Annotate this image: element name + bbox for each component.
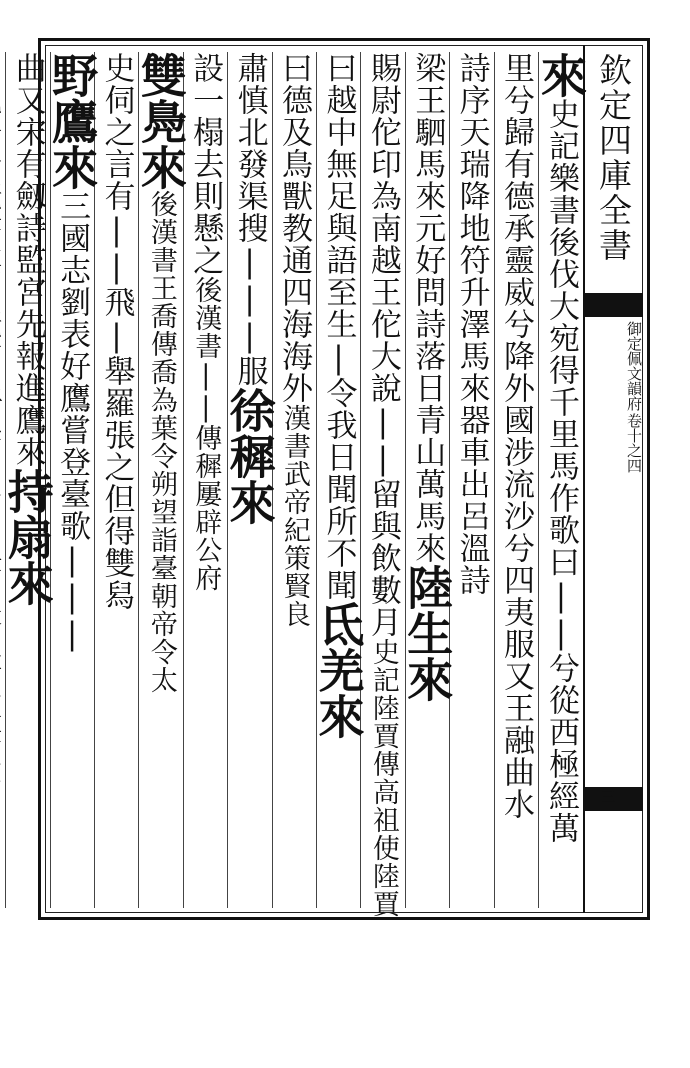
entry-heading: 來 xyxy=(534,52,588,98)
entry-text: 曰德及鳥獸教通四海海外 xyxy=(276,52,313,404)
column-2 xyxy=(495,52,539,908)
text-columns xyxy=(0,52,588,918)
entry-text: 設一榻去則懸之 xyxy=(187,52,224,276)
column-7 xyxy=(273,52,317,908)
entry-text: 三國志劉表好鷹嘗登臺歌||| xyxy=(54,190,91,653)
entry-note: 後漢書||傳穉屢辟公府 xyxy=(190,276,222,592)
entry-heading: 持扇來 xyxy=(0,468,55,606)
entry-heading: 雙鳧來 xyxy=(133,52,188,190)
entry-note: 漢書武帝紀策賢良 xyxy=(279,404,311,628)
column-3 xyxy=(450,52,494,908)
entry-text: 里兮歸有德承靈威兮降外國涉流沙兮四夷服又王融曲水 xyxy=(498,52,534,820)
entry-text: 曲又宋有劔詩監宮先報進鷹來 xyxy=(9,52,46,468)
volume-number: 卷十之四 xyxy=(625,413,643,473)
entry-text: 肅慎北發渠搜|||服 xyxy=(231,52,268,387)
entry-text: 詩序天瑞降地符升澤馬來器車出呂溫詩 xyxy=(453,52,490,596)
entry-heading: 徐穉來 xyxy=(222,387,277,525)
column-12 xyxy=(45,52,100,908)
column-1 xyxy=(534,52,588,908)
column-8 xyxy=(222,52,277,908)
entry-heading: 陸生來 xyxy=(400,564,455,702)
entry-text: 史伺之言有||飛|舉羅張之但得雙舄 xyxy=(98,52,135,611)
entry-note: 後漢書王喬傳喬為葉令朔望詣臺朝帝令太 xyxy=(145,190,177,694)
entry-text: 史記樂書後伐大宛得千里馬作歌曰||兮從西極經萬 xyxy=(543,98,579,844)
column-10 xyxy=(133,52,188,908)
entry-text: 賜尉佗印為南越王佗大說||留與飲數月 xyxy=(364,52,401,638)
column-13 xyxy=(0,52,55,908)
book-title: 御定佩文韻府 xyxy=(625,321,643,411)
margin-strip xyxy=(583,45,643,913)
entry-text: 曰越中無足與語至生|令我日聞所不聞 xyxy=(320,52,357,601)
column-4 xyxy=(400,52,455,908)
column-6 xyxy=(311,52,366,908)
fishtail-mark-top xyxy=(583,293,643,317)
entry-note: 史記陸賈傳高祖使陸賈 xyxy=(367,638,399,918)
column-5 xyxy=(361,52,405,918)
folio-number: 三 xyxy=(601,790,615,806)
entry-text: 梁王駟馬來元好問詩落日青山萬馬來 xyxy=(409,52,446,564)
entry-heading: 野鷹來 xyxy=(45,52,100,190)
column-9 xyxy=(184,52,228,908)
volume-label xyxy=(585,321,641,531)
entry-text xyxy=(0,52,1,788)
entry-heading: 氐羌來 xyxy=(311,601,366,739)
collection-title: 欽定四庫全書 xyxy=(594,53,633,263)
column-11 xyxy=(95,52,139,908)
